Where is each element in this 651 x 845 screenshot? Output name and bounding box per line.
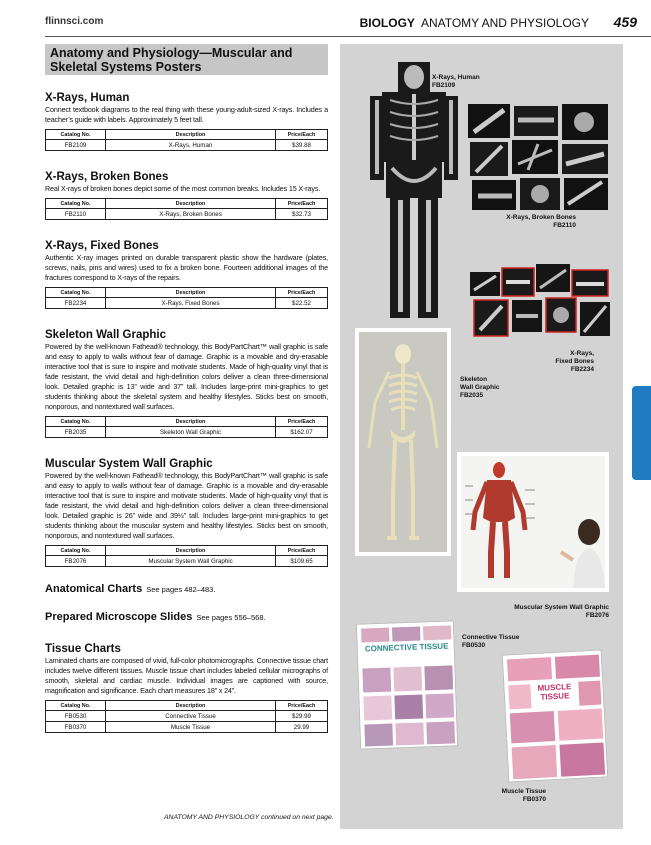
product-title: Tissue Charts	[45, 643, 121, 655]
table-row	[46, 298, 328, 309]
catalog-number[interactable]: FB0530	[46, 711, 106, 722]
caption-connective	[462, 634, 519, 650]
caption-broken	[480, 214, 576, 230]
item-description: X-Rays, Human	[106, 140, 276, 151]
caption-fixed	[526, 350, 594, 374]
caption-muscular	[470, 604, 609, 620]
caption-name: Skeleton	[460, 376, 488, 383]
table-row	[46, 556, 328, 567]
caption-code: FB2110	[553, 222, 576, 229]
caption-code: FB0530	[462, 642, 486, 649]
caption-name: Connective Tissue	[462, 634, 520, 641]
th-description: Description	[106, 701, 276, 711]
item-price: $32.73	[276, 209, 328, 220]
table-row	[46, 209, 328, 220]
caption-code: FB2076	[585, 612, 609, 619]
item-price: $162.07	[276, 427, 328, 438]
product-title: X-Rays, Broken Bones	[45, 171, 169, 183]
product-description: Connect textbook diagrams to the real thing with these young-adult-sized X-rays. Includes a teacher’s guide with labels. Approximately 5 feet tall.	[45, 105, 328, 124]
reference-title: Prepared Microscope Slides	[45, 611, 193, 623]
muscle-tissue-chart	[502, 649, 609, 782]
caption-name-line2: Fixed Bones	[555, 358, 594, 365]
th-catalog: Catalog No.	[46, 288, 106, 298]
catalog-number[interactable]: FB2076	[46, 556, 106, 567]
th-description: Description	[106, 288, 276, 298]
section-tab[interactable]	[632, 386, 651, 480]
product-title: X-Rays, Human	[45, 92, 130, 104]
caption-code: FB2234	[570, 366, 594, 373]
th-catalog: Catalog No.	[46, 417, 106, 427]
item-price: $29.99	[276, 711, 328, 722]
connective-chart-title: CONNECTIVE TISSUE	[364, 641, 449, 654]
page-header	[0, 0, 651, 40]
muscle-chart-title: MUSCLE TISSUE	[537, 682, 572, 702]
caption-name: X-Rays,	[570, 350, 594, 357]
product-description: Real X-rays of broken bones depict some of the most common breaks. Includes 15 X-rays.	[45, 184, 321, 193]
continued-note: ANATOMY AND PHYSIOLOGY continued on next page.	[164, 814, 334, 821]
item-description: Muscle Tissue	[106, 722, 276, 733]
product-table	[45, 416, 328, 438]
product-xrays-fixed	[45, 240, 328, 309]
product-table	[45, 198, 328, 220]
caption-muscle	[470, 788, 546, 804]
category: BIOLOGY	[359, 16, 415, 30]
th-catalog: Catalog No.	[46, 130, 106, 140]
th-price: Price/Each	[276, 199, 328, 209]
skeleton-image	[359, 332, 447, 552]
table-row	[46, 711, 328, 722]
catalog-number[interactable]: FB0370	[46, 722, 106, 733]
product-muscular-graphic	[45, 458, 328, 567]
product-tissue-charts	[45, 643, 328, 733]
caption-name: Muscular System Wall Graphic	[514, 604, 609, 611]
item-description: X-Rays, Fixed Bones	[106, 298, 276, 309]
product-table	[45, 545, 328, 567]
th-catalog: Catalog No.	[46, 546, 106, 556]
muscular-image	[461, 456, 605, 588]
product-xrays-broken	[45, 171, 328, 220]
th-description: Description	[106, 199, 276, 209]
th-price: Price/Each	[276, 288, 328, 298]
table-row	[46, 722, 328, 733]
table-row	[46, 427, 328, 438]
product-xrays-human	[45, 92, 328, 151]
product-description: Laminated charts are composed of vivid, full-color photomicrographs. Connective tissue chart includes twelve different tissues. Muscle tissue chart includes labeled cellular micrographs of smooth, skeletal and cardiac muscle. Individual images are captioned with source, magnification and significance. Each chart measures 18” x 24”.	[45, 656, 328, 695]
xray-human-image	[368, 60, 460, 322]
muscular-graphic-frame	[457, 452, 609, 592]
caption-name: X-Rays, Broken Bones	[506, 214, 576, 221]
th-price: Price/Each	[276, 701, 328, 711]
header-rule	[45, 36, 651, 37]
item-price: $39.88	[276, 140, 328, 151]
caption-code: FB0370	[522, 796, 546, 803]
item-description: Connective Tissue	[106, 711, 276, 722]
reference-pages[interactable]: See pages 556–568.	[196, 613, 266, 622]
product-title: X-Rays, Fixed Bones	[45, 240, 159, 252]
product-skeleton-graphic	[45, 329, 328, 438]
catalog-number[interactable]: FB2035	[46, 427, 106, 438]
catalog-number[interactable]: FB2110	[46, 209, 106, 220]
reference-anatomical-charts	[45, 583, 328, 595]
reference-microscope-slides	[45, 611, 328, 623]
xray-broken-image	[468, 104, 608, 210]
caption-xray-human	[432, 74, 480, 90]
th-catalog: Catalog No.	[46, 199, 106, 209]
th-price: Price/Each	[276, 417, 328, 427]
item-price: $22.52	[276, 298, 328, 309]
caption-code: FB2035	[460, 392, 484, 399]
product-column	[45, 44, 328, 733]
item-description: Skeleton Wall Graphic	[106, 427, 276, 438]
table-row	[46, 140, 328, 151]
section-title	[360, 16, 589, 30]
item-price: $109.65	[276, 556, 328, 567]
item-description: X-Rays, Broken Bones	[106, 209, 276, 220]
connective-tissue-chart	[356, 620, 458, 749]
th-catalog: Catalog No.	[46, 701, 106, 711]
site-name[interactable]: flinnsci.com	[45, 16, 104, 27]
th-price: Price/Each	[276, 546, 328, 556]
th-description: Description	[106, 417, 276, 427]
product-table	[45, 287, 328, 309]
skeleton-graphic-frame	[355, 328, 451, 556]
xray-fixed-image	[470, 264, 610, 340]
catalog-number[interactable]: FB2109	[46, 140, 106, 151]
caption-code: FB2109	[432, 82, 456, 89]
caption-name-line2: Wall Graphic	[460, 384, 500, 391]
product-description: Authentic X-ray images printed on durable transparent plastic show the hardware (plates, screws, nails, pins and wires) used to fix a broken bone. Fourteen additional images of the fractures correspond to X-rays of the repairs.	[45, 253, 328, 282]
caption-skeleton	[460, 376, 500, 400]
product-title: Skeleton Wall Graphic	[45, 329, 166, 341]
reference-title: Anatomical Charts	[45, 583, 143, 595]
item-description: Muscular System Wall Graphic	[106, 556, 276, 567]
product-description: Powered by the well-known Fathead® technology, this BodyPartChart™ wall graphic is safe and easy to apply to walls without fear of damage. Graphic is a movable and dry-erasable interactive tool that is sure to inspire and motivate students. Made of high-quality vinyl that is fade resistant, the vivid detail and high-definition colors deliver a clean three-dimensional look. Detailed graphic is 26” wide and 39½” tall. Includes large-print mini-graphics to get students thinking about the muscular system and healthy lifestyles. Sticks best on smooth, nonporous, and nontextured wall surfaces.	[45, 471, 328, 540]
th-description: Description	[106, 546, 276, 556]
muscle-micrographs	[503, 650, 609, 782]
page-number: 459	[613, 14, 637, 30]
item-price: 29.99	[276, 722, 328, 733]
main-heading: Anatomy and Physiology—Muscular and Skeletal Systems Posters	[45, 44, 328, 75]
product-title: Muscular System Wall Graphic	[45, 458, 213, 470]
caption-name: Muscle Tissue	[501, 788, 546, 795]
product-table	[45, 700, 328, 733]
th-price: Price/Each	[276, 130, 328, 140]
caption-name: X-Rays, Human	[432, 74, 480, 81]
product-description: Powered by the well-known Fathead® technology, this BodyPartChart™ wall graphic is safe and easy to apply to walls without fear of damage. Graphic is a movable and dry-erasable interactive tool that is sure to inspire and motivate students. Made of high-quality vinyl that is fade resistant, the vivid detail and high-definition colors deliver a clean three-dimensional look. Detailed graphic is 13” wide and 37” tall. Includes large-print mini-graphics to get students thinking about the skeletal system and healthy lifestyles. Sticks best on smooth, nonporous, and nontextured wall surfaces.	[45, 342, 328, 411]
th-description: Description	[106, 130, 276, 140]
reference-pages[interactable]: See pages 482–483.	[146, 585, 216, 594]
subcategory: ANATOMY AND PHYSIOLOGY	[420, 16, 589, 30]
catalog-number[interactable]: FB2234	[46, 298, 106, 309]
connective-micrographs	[357, 621, 458, 749]
product-table	[45, 129, 328, 151]
